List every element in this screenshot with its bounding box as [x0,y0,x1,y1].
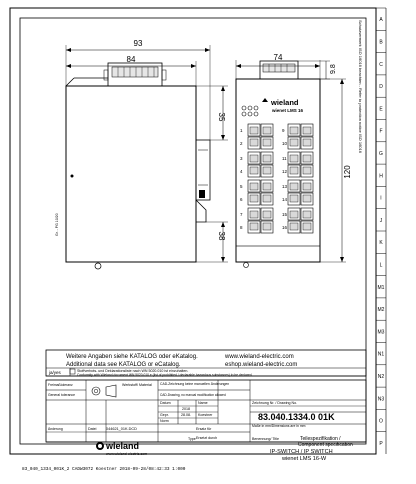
rj45-port-opening [290,139,298,146]
port-number: 6 [240,197,243,202]
port-number: 5 [240,184,243,189]
material-label: Werkstoff/ Material [122,383,152,387]
freimass-label: Freimaßtoleranz [48,383,73,387]
strip-letter: M1 [377,284,385,291]
rj45-port-opening [290,155,298,162]
port-number: 14 [282,197,288,202]
rj45-port-opening [303,195,311,202]
rj45-port-opening [250,195,258,202]
date2-value: 28.08. [181,413,191,417]
date-label: Datum [160,401,171,405]
date-value: 2018 [182,407,190,411]
dim-84: 84 [126,55,136,64]
strip-letter: A [379,17,383,24]
port-number: 2 [240,141,243,146]
strip-letter: B [379,39,383,46]
footer-line: 83_040_1334_001K_2 CADW3072 Koestner 2018-09-28/08:42:33 1:000 [22,467,186,472]
norm-label: Norm [160,419,169,423]
strip-letter: N1 [377,351,385,358]
strip-letter: N3 [377,396,385,403]
strip-letter: G [379,150,383,157]
port-number: 1 [240,128,243,133]
rj45-port-opening [250,211,258,218]
designation-model: wienet LMS 16-W [282,456,327,462]
rj45-port-opening [263,167,271,174]
strip-letter: P [379,440,383,447]
drawing-no-label: Zeichnung Nr. / Drawing No. [252,401,298,405]
revision-label: Änderung [48,427,63,431]
port-number: 3 [240,156,243,161]
rj45-port-opening [250,223,258,230]
rj45-port-opening [290,183,298,190]
dim-93: 93 [133,39,143,48]
designation-product: IP-SWITCH / IP SWITCH [270,449,333,455]
strip-letter: L [379,262,383,269]
rj45-port-opening [263,211,271,218]
rj45-port-opening [263,127,271,134]
port-number: 12 [282,169,288,174]
port-number: 15 [282,212,288,217]
rj45-port-opening [263,195,271,202]
rj45-port-opening [290,127,298,134]
strip-letter: F [379,128,383,135]
port-number: 9 [282,128,285,133]
cad-label-en: CAD-Drawing, no manual modification allowed [160,393,226,397]
rj45-ports [240,124,313,233]
catalog-de-url: www.wieland-electric.com [225,354,294,360]
name-value: Koestner [198,413,213,417]
compliance-line2: Conformity with Wieland document WN 5020.010 e (list of prohibited / declarable hazardous substances) to be declared [77,373,252,377]
rj45-port-opening [303,211,311,218]
strip-letter: M2 [377,307,385,314]
dim-9-8: 9.8 [330,64,337,74]
file-value: 044621_01K.DCD [106,427,137,431]
designation-en: Component specification [298,442,353,448]
general-tolerance-label: General tolerance [48,393,75,397]
rj45-port-opening [250,183,258,190]
strip-letter: H [379,173,383,180]
drawing-no: 83.040.1334.0 01K [258,412,335,422]
dim-38: 38 [217,231,226,241]
port-number: 4 [240,169,243,174]
port-number: 10 [282,141,288,146]
dim-120: 120 [343,165,352,179]
strip-letters [376,8,386,447]
device-model: wienet LMS 16 [272,108,304,113]
side-label: Gr. - PG 10/20 [55,213,59,236]
rj45-port-opening [303,223,311,230]
rj45-port-opening [263,155,271,162]
scale-label: Maße in mm/Dimensions are in mm [252,424,306,428]
dim-35: 35 [217,112,226,122]
port-number: 8 [240,225,243,230]
device-brand: wieland [271,98,299,107]
rj45-port-opening [263,223,271,230]
catalog-en: Additional data see KATALOG or eCatalog. [66,362,181,368]
rj45-port-opening [303,127,311,134]
compliance-yesno: ja/yes [49,370,61,375]
rj45-port-opening [250,127,258,134]
compliance-line1: Stoffverbots- und Deklarationsliste nach WN 5020.010 ist einzuhalten. [77,369,189,373]
port-number: 13 [282,184,288,189]
strip-letter: J [379,217,383,224]
rj45-port-opening [303,167,311,174]
catalog-en-url: eshop.wieland-electric.com [225,362,298,368]
file-label: Datei [88,427,97,431]
type-label: Type [188,437,196,441]
rj45-port-opening [303,183,311,190]
strip-letter: I [380,195,382,202]
ersatz-label: Ersatz für [196,427,212,431]
strip-letter: M3 [377,329,385,336]
rj45-port-opening [303,139,311,146]
strip-letter: D [379,84,383,91]
catalog-de: Weitere Angaben siehe KATALOG oder eKatalog. [66,354,198,360]
rj45-port-opening [263,183,271,190]
wieland-logo-url: www.wieland-electric.com [106,452,148,456]
rj45-port-opening [303,155,311,162]
ersetzt-label: Ersetzt durch [196,436,218,440]
drawing-frame [10,8,376,454]
rj45-port-opening [250,167,258,174]
rj45-port-opening [250,139,258,146]
rj45-port-opening [290,223,298,230]
rj45-port-opening [263,139,271,146]
strip-letter: O [379,418,383,425]
protection-notice: Schutzvermerk ISO 16016 beachten - Refer to protection notice ISO 16016 [358,20,363,153]
rj45-port-opening [290,167,298,174]
rj45-port-opening [290,211,298,218]
cad-label: CAD-Zeichnung keine manuellen Änderungen [160,382,230,386]
wieland-logo-text: wieland [106,441,140,451]
strip-letter: N2 [377,373,385,380]
designation-de: Teilespezifikation / [300,436,341,442]
strip-letter: E [379,106,383,113]
name-label: Name [198,401,208,405]
rj45-port-opening [290,195,298,202]
strip-letter: K [379,240,383,247]
side-view [66,45,228,269]
designation-label: Benennung/ Title [252,437,279,441]
strip-letter: C [379,61,383,68]
checked-label: Gepr. [160,413,169,417]
dim-74: 74 [273,53,283,62]
port-number: 16 [282,225,288,230]
port-number: 11 [282,156,287,161]
rj45-port-opening [250,155,258,162]
port-number: 7 [240,212,243,217]
